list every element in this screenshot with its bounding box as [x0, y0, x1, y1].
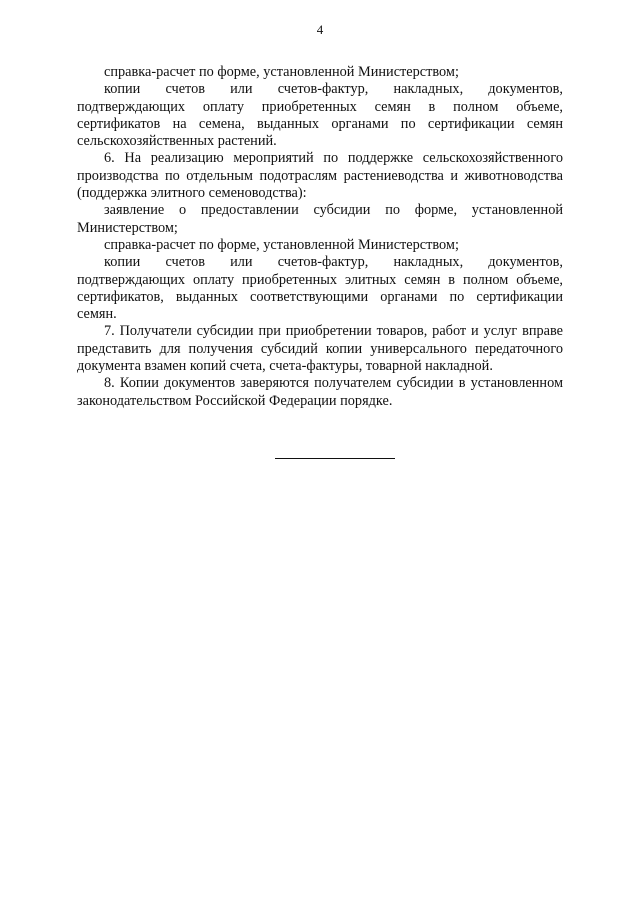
page-number: 4	[316, 22, 324, 37]
paragraph-copies-invoices-elite-seeds: копии счетов или счетов-фактур, накладных, документов, подтверждающих оплату приобретенных элитных семян в полном объеме, сертификатов, выданных соответствующими органами по сертификации семян.	[77, 254, 563, 323]
document-body	[77, 64, 563, 410]
paragraph-subsidy-application: заявление о предоставлении субсидии по форме, установленной Министерством;	[77, 202, 563, 236]
paragraph-calculation-certificate: справка-расчет по форме, установленной Министерством;	[104, 64, 459, 80]
paragraph-copies-invoices-seeds: копии счетов или счетов-фактур, накладных, документов, подтверждающих оплату приобретенных семян в полном объеме, сертификатов на семена, выданных органами по сертификации семян сельскохозяйственных растений.	[77, 81, 563, 150]
paragraph-item-8: 8. Копии документов заверяются получателем субсидии в установленном законодательством Российской Федерации порядке.	[77, 375, 563, 409]
paragraph-item-7: 7. Получатели субсидии при приобретении товаров, работ и услуг вправе представить для получения субсидий копии универсального передаточного документа взамен копий счета, счета-фактуры, товарной накладной.	[77, 323, 563, 375]
paragraph-calculation-certificate-2: справка-расчет по форме, установленной Министерством;	[104, 236, 459, 253]
paragraph-item-6: 6. На реализацию мероприятий по поддержке сельскохозяйственного производства по отдельным подотраслям растениеводства и животноводства (поддержка элитного семеноводства):	[77, 150, 563, 202]
end-separator-line	[275, 458, 395, 459]
